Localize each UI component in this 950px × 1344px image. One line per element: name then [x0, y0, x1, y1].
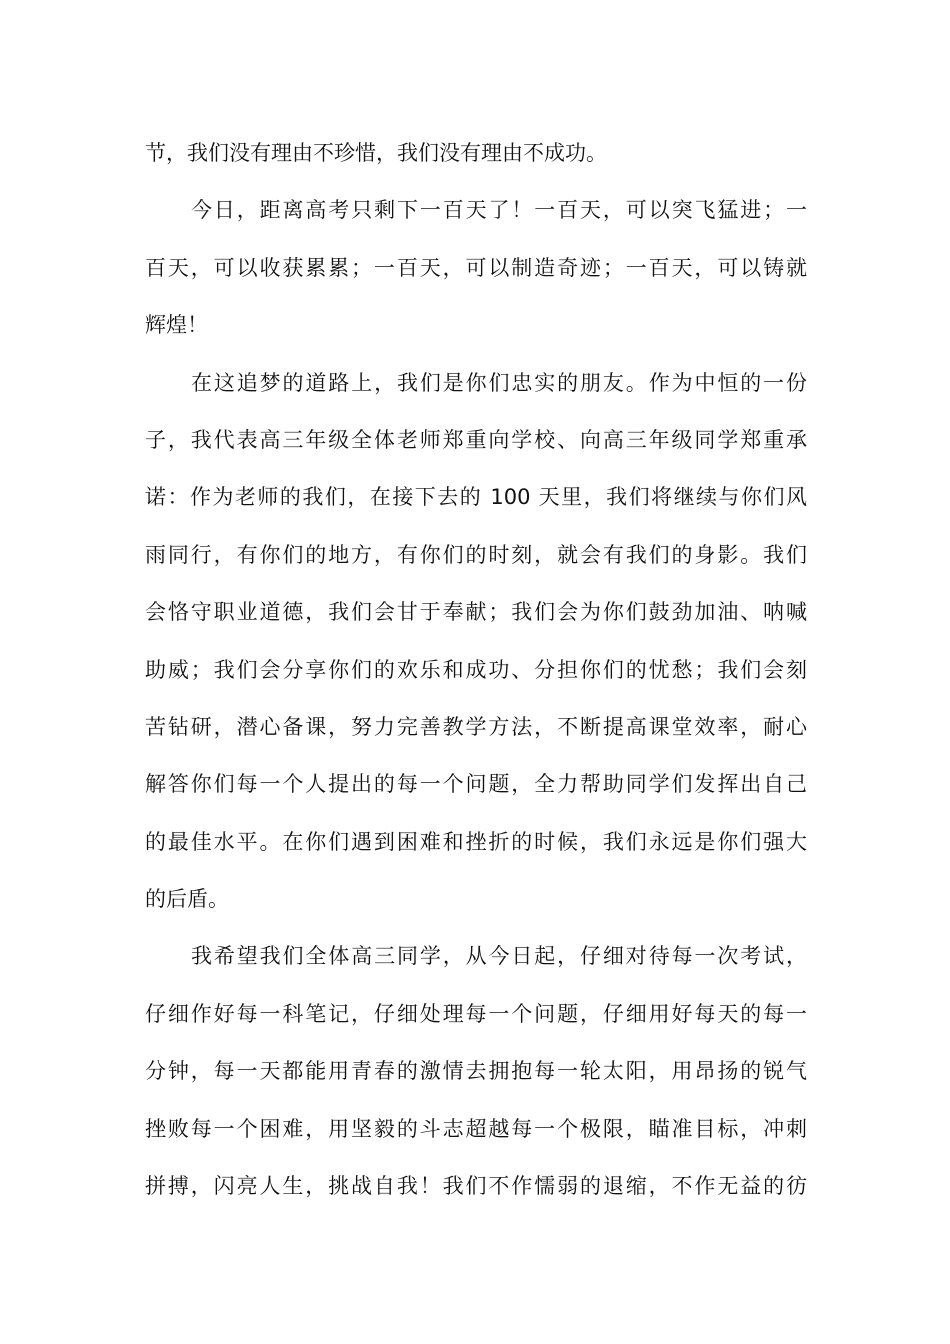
text-line: 仔细作好每一科笔记，仔细处理每一个问题，仔细用好每天的每一 — [145, 1001, 807, 1026]
paragraph-first-line: 在这追梦的道路上，我们是你们忠实的朋友。作为中恒的一份 — [191, 370, 807, 395]
paragraph-first-line: 今日，距离高考只剩下一百天了！一百天，可以突飞猛进；一 — [191, 198, 807, 223]
text-line: 助威；我们会分享你们的欢乐和成功、分担你们的忧愁；我们会刻 — [145, 657, 807, 682]
text-line: 拼搏，闪亮人生，挑战自我！我们不作懦弱的退缩，不作无益的彷 — [145, 1174, 807, 1199]
text-line: 的后盾。 — [145, 887, 229, 912]
document-body — [145, 131, 807, 1221]
text-line: 挫败每一个困难，用坚毅的斗志超越每一个极限，瞄准目标，冲刺 — [145, 1116, 807, 1141]
text-line: 节，我们没有理由不珍惜，我们没有理由不成功。 — [145, 141, 607, 165]
text-line: 解答你们每一个人提出的每一个问题，全力帮助同学们发挥出自己 — [145, 772, 807, 797]
text-line: 辉煌！ — [145, 313, 208, 338]
text-line: 雨同行，有你们的地方，有你们的时刻，就会有我们的身影。我们 — [145, 542, 807, 567]
text-line: 的最佳水平。在你们遇到困难和挫折的时候，我们永远是你们强大 — [145, 829, 807, 854]
text-line: 子，我代表高三年级全体老师郑重向学校、向高三年级同学郑重承 — [145, 427, 807, 452]
text-line: 苦钻研，潜心备课，努力完善教学方法，不断提高课堂效率，耐心 — [145, 714, 807, 739]
paragraph-first-line: 我希望我们全体高三同学，从今日起，仔细对待每一次考试， — [191, 944, 807, 969]
text-line: 诺：作为老师的我们，在接下去的 100 天里，我们将继续与你们风 — [145, 485, 807, 510]
text-line: 会恪守职业道德，我们会甘于奉献；我们会为你们鼓劲加油、呐喊 — [145, 600, 807, 625]
text-line: 分钟，每一天都能用青春的激情去拥抱每一轮太阳，用昂扬的锐气 — [145, 1059, 807, 1084]
text-line: 百天，可以收获累累；一百天，可以制造奇迹；一百天，可以铸就 — [145, 255, 807, 280]
